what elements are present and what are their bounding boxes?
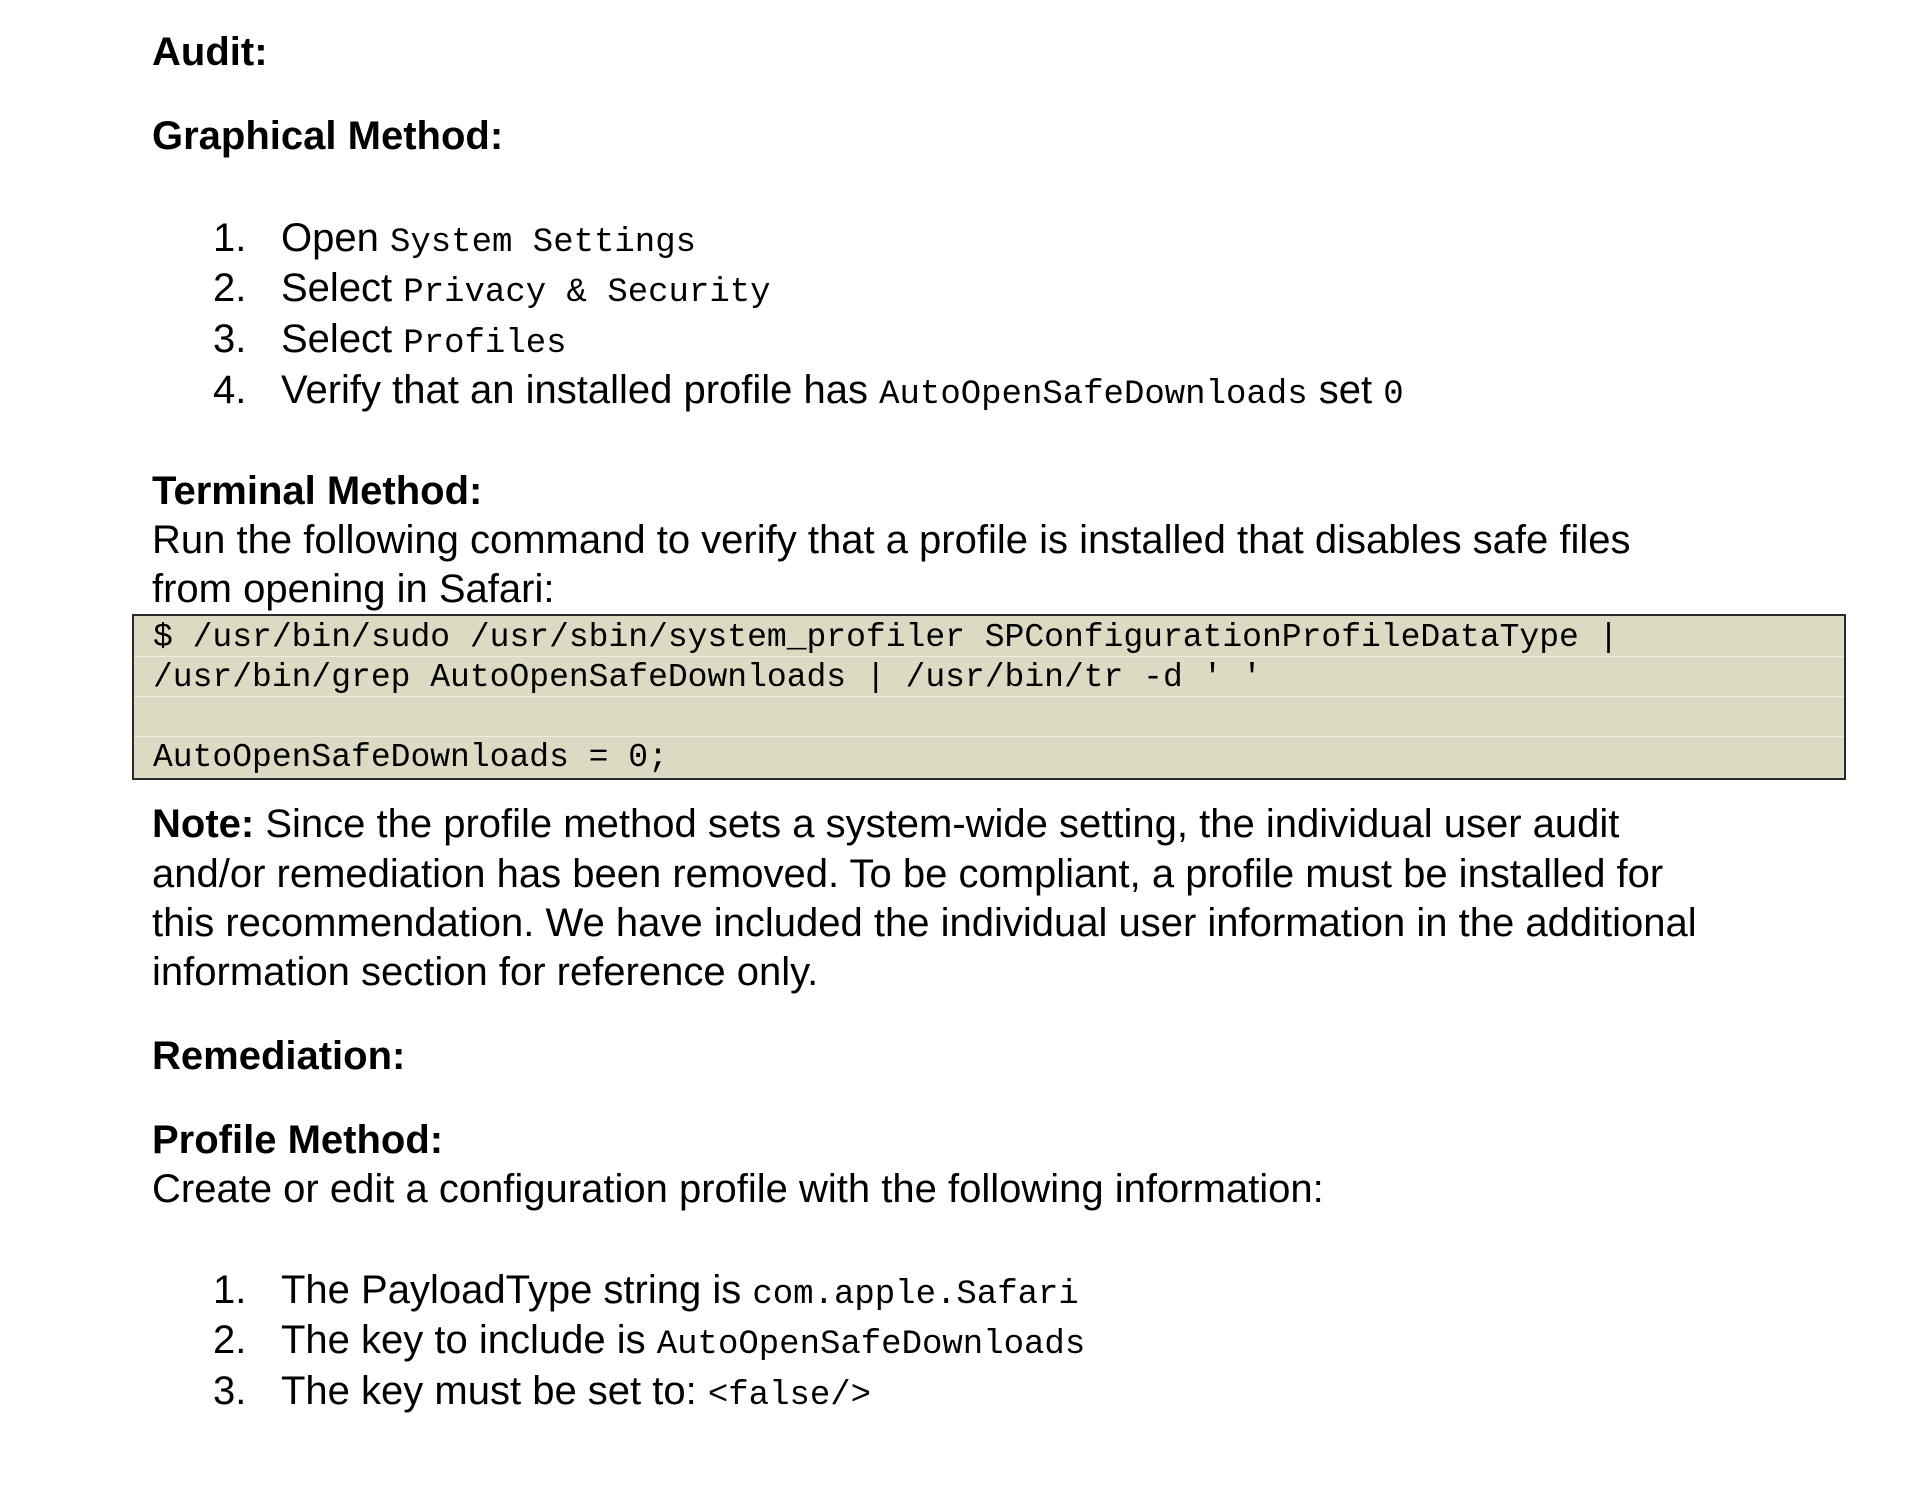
code-block <box>132 614 1846 780</box>
code-line: $ /usr/bin/sudo /usr/sbin/system_profiler SPConfigurationProfileDataType | <box>153 619 1619 656</box>
terminal-method-heading: Terminal Method: <box>152 469 483 513</box>
profile-method-heading: Profile Method: <box>152 1118 444 1162</box>
code-line: /usr/bin/grep AutoOpenSafeDownloads | /usr/bin/tr -d ' ' <box>153 659 1262 696</box>
list-item: 3. The key must be set to: <false/> <box>213 1369 872 1415</box>
graphical-method-heading: Graphical Method: <box>152 114 504 158</box>
list-item: 3. Select Profiles <box>213 317 567 363</box>
note-line-4: information section for reference only. <box>152 950 819 994</box>
list-item: 4. Verify that an installed profile has AutoOpenSafeDownloads set 0 <box>213 368 1404 414</box>
list-item: 2. Select Privacy & Security <box>213 266 771 312</box>
list-item: 1. The PayloadType string is com.apple.Safari <box>213 1268 1079 1314</box>
audit-heading: Audit: <box>152 30 268 74</box>
list-item: 1. Open System Settings <box>213 216 697 262</box>
note-label: Note: <box>152 802 255 846</box>
terminal-description-line-2: from opening in Safari: <box>152 567 555 611</box>
note-line-2: and/or remediation has been removed. To be compliant, a profile must be installed for <box>152 852 1664 896</box>
note-paragraph: Note: Since the profile method sets a system-wide setting, the individual user audit <box>152 802 1620 846</box>
code-line: AutoOpenSafeDownloads = 0; <box>153 739 668 776</box>
terminal-description-line-1: Run the following command to verify that a profile is installed that disables safe files <box>152 518 1631 562</box>
list-item: 2. The key to include is AutoOpenSafeDownloads <box>213 1318 1086 1364</box>
note-line-3: this recommendation. We have included the individual user information in the additional <box>152 901 1697 945</box>
remediation-heading: Remediation: <box>152 1034 406 1078</box>
profile-description: Create or edit a configuration profile with the following information: <box>152 1167 1324 1211</box>
